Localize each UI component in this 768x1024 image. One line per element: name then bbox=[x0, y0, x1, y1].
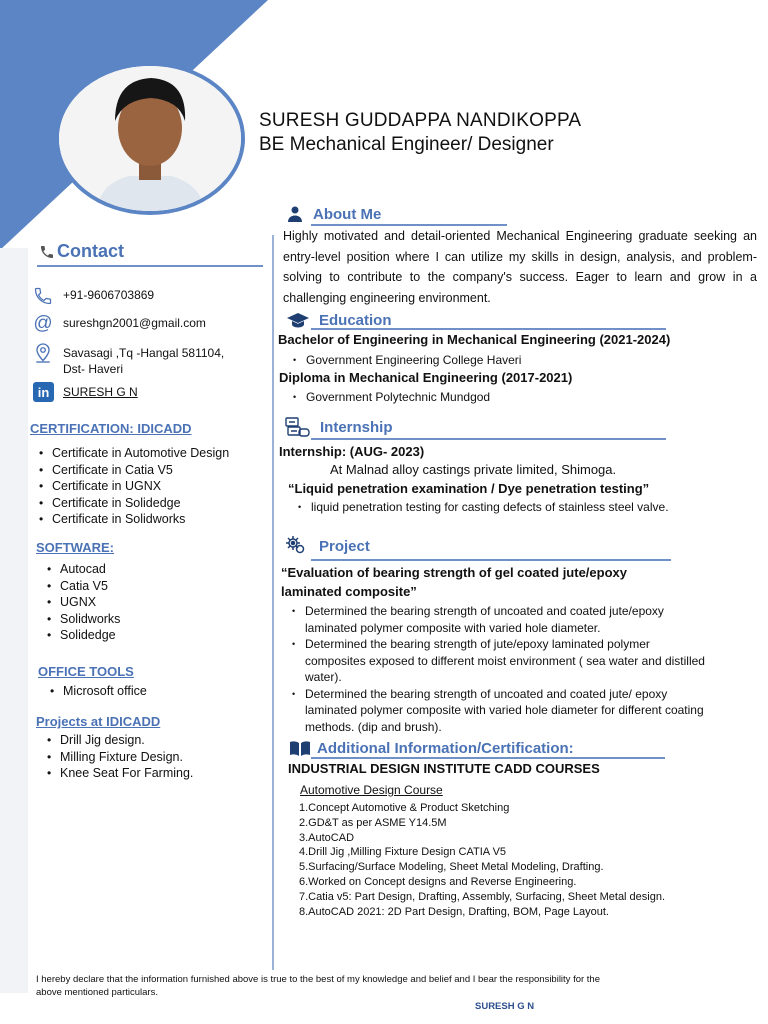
list-item: • Certificate in UGNX bbox=[36, 478, 229, 495]
idicadd-projects-list bbox=[44, 732, 193, 782]
email-address[interactable]: sureshgn2001@gmail.com bbox=[63, 316, 206, 330]
list-item bbox=[289, 686, 759, 736]
bullet-3-line-1: Determined the bearing strength of uncoated and coated jute/ epoxy bbox=[305, 686, 668, 701]
address-line-1: Savasagi ,Tq -Hangal 581104, bbox=[63, 346, 225, 360]
list-item: • Autocad bbox=[44, 561, 120, 578]
software-heading: SOFTWARE: bbox=[36, 540, 114, 555]
list-item: • Certificate in Solidworks bbox=[36, 511, 229, 528]
profile-photo-frame bbox=[55, 62, 245, 215]
list-item bbox=[289, 603, 759, 636]
list-item: • Certificate in Solidedge bbox=[36, 495, 229, 512]
factory-icon bbox=[284, 415, 312, 439]
office-tools-heading: OFFICE TOOLS bbox=[38, 664, 134, 679]
project-heading-line-1: “Evaluation of bearing strength of gel coated jute/epoxy bbox=[281, 565, 627, 580]
left-column-background bbox=[0, 248, 28, 993]
project-title: Project bbox=[319, 537, 370, 555]
list-item bbox=[289, 636, 759, 686]
degree-1: Bachelor of Engineering in Mechanical Engineering (2021-2024) bbox=[278, 332, 671, 347]
list-item: 4.Drill Jig ,Milling Fixture Design CATIA V5 bbox=[299, 846, 507, 859]
bullet-3-line-3: methods. (dip and brush). bbox=[305, 719, 442, 734]
linkedin-link[interactable]: SURESH G N bbox=[63, 385, 138, 399]
list-item: • Catia V5 bbox=[44, 578, 120, 595]
list-item: • Drill Jig design. bbox=[44, 732, 193, 749]
bullet-2-line-2: composites exposed to different moist environment ( sea water and distilled bbox=[305, 653, 705, 668]
column-divider bbox=[272, 235, 274, 970]
location-pin-icon bbox=[33, 342, 53, 364]
bullet-3-line-2: laminated polymer composite with varied hole diameter for different coating bbox=[305, 703, 704, 717]
candidate-name: SURESH GUDDAPPA NANDIKOPPA bbox=[259, 110, 582, 131]
contact-heading bbox=[37, 241, 124, 262]
person-icon bbox=[287, 205, 303, 223]
internship-bullets bbox=[295, 499, 669, 516]
certification-heading: CERTIFICATION: IDICADD bbox=[30, 421, 192, 436]
course-name: Automotive Design Course bbox=[300, 783, 443, 797]
list-item: 2.GD&T as per ASME Y14.5M bbox=[299, 816, 447, 829]
list-item: 1.Concept Automotive & Product Sketching bbox=[299, 802, 510, 814]
declaration-line-2: above mentioned particulars. bbox=[36, 987, 158, 998]
bullet-2-line-3: water). bbox=[305, 670, 342, 684]
about-heading bbox=[287, 205, 381, 223]
declaration-line-1: I hereby declare that the information furnished above is true to the best of my knowledge and belief and I bear the responsibility for the bbox=[36, 974, 601, 985]
school-2-list bbox=[290, 389, 490, 406]
school-2: • Government Polytechnic Mundgod bbox=[290, 389, 490, 406]
internship-company: At Malnad alloy castings private limited, Shimoga. bbox=[330, 462, 617, 477]
software-list bbox=[44, 561, 120, 644]
internship-date: Internship: (AUG- 2023) bbox=[279, 444, 425, 459]
contact-title: Contact bbox=[57, 241, 124, 261]
list-item: • Knee Seat For Farming. bbox=[44, 765, 193, 782]
degree-2: Diploma in Mechanical Engineering (2017-2021) bbox=[279, 370, 573, 385]
gears-person-icon bbox=[284, 535, 308, 557]
project-heading bbox=[284, 535, 370, 557]
additional-info-title: Additional Information/Certification: bbox=[317, 739, 574, 757]
list-item: 5.Surfacing/Surface Modeling, Sheet Metal Modeling, Drafting. bbox=[299, 861, 604, 874]
graduation-cap-icon bbox=[287, 311, 309, 329]
phone-icon bbox=[33, 286, 53, 306]
bullet-1-line-1: Determined the bearing strength of uncoated and coated jute/epoxy bbox=[305, 604, 664, 618]
education-heading bbox=[287, 311, 392, 329]
project-bullets bbox=[289, 603, 759, 735]
idicadd-projects-heading: Projects at IDICADD bbox=[36, 714, 161, 729]
school-1-list bbox=[290, 352, 521, 369]
phone-number[interactable]: +91-9606703869 bbox=[63, 288, 155, 302]
list-item: • UGNX bbox=[44, 594, 120, 611]
list-item: 7.Catia v5: Part Design, Drafting, Assembly, Surfacing, Sheet Metal design. bbox=[299, 890, 666, 903]
additional-info-heading bbox=[289, 739, 574, 757]
list-item: • Milling Fixture Design. bbox=[44, 749, 193, 766]
list-item: 8.AutoCAD 2021: 2D Part Design, Drafting, BOM, Page Layout. bbox=[299, 905, 609, 918]
list-item: 6.Worked on Concept designs and Reverse Engineering. bbox=[299, 875, 577, 888]
list-item: • Solidedge bbox=[44, 627, 120, 644]
course-list bbox=[299, 801, 665, 919]
bullet-1-line-2: laminated polymer composite with varied hole diameter. bbox=[305, 620, 601, 635]
signature: SURESH G N bbox=[475, 1001, 535, 1012]
additional-info-underline bbox=[311, 757, 665, 759]
project-underline bbox=[311, 559, 671, 561]
list-item: 3.AutoCAD bbox=[299, 831, 355, 844]
bullet-2-line-1: Determined the bearing strength of jute/epoxy laminated polymer bbox=[305, 637, 650, 651]
internship-heading bbox=[284, 415, 393, 439]
office-tools-list bbox=[47, 683, 147, 700]
internship-title: Internship bbox=[320, 418, 393, 436]
open-book-icon bbox=[289, 739, 311, 757]
phone-icon bbox=[37, 242, 57, 262]
contact-underline bbox=[37, 265, 263, 267]
at-sign-icon: @ bbox=[33, 313, 53, 334]
education-title: Education bbox=[319, 311, 392, 329]
about-title: About Me bbox=[313, 205, 382, 223]
list-item: • Microsoft office bbox=[47, 683, 147, 700]
education-underline bbox=[311, 328, 666, 330]
school-1: • Government Engineering College Haveri bbox=[290, 352, 521, 369]
list-item: • Certificate in Catia V5 bbox=[36, 462, 229, 479]
list-item: • Solidworks bbox=[44, 611, 120, 628]
institute-name: INDUSTRIAL DESIGN INSTITUTE CADD COURSES bbox=[288, 761, 600, 776]
linkedin-icon: in bbox=[33, 382, 54, 402]
list-item: • liquid penetration testing for casting defects of stainless steel valve. bbox=[295, 499, 669, 516]
certification-list bbox=[36, 445, 229, 528]
project-heading-line-2: laminated composite” bbox=[281, 584, 417, 599]
about-text: Highly motivated and detail-oriented Mechanical Engineering graduate seeking an entry-level position where I can utilize my skills in design, analysis, and problem-solving to contribute to the company's success. Eager to learn and grow in a challenging engineering environment. bbox=[283, 229, 757, 305]
declaration bbox=[36, 973, 600, 999]
profile-photo bbox=[59, 66, 241, 211]
address-line-2: Dst- Haveri bbox=[63, 362, 124, 376]
list-item: • Certificate in Automotive Design bbox=[36, 445, 229, 462]
candidate-role: BE Mechanical Engineer/ Designer bbox=[259, 134, 554, 155]
internship-topic: “Liquid penetration examination / Dye penetration testing” bbox=[288, 481, 650, 496]
internship-underline bbox=[311, 438, 666, 440]
